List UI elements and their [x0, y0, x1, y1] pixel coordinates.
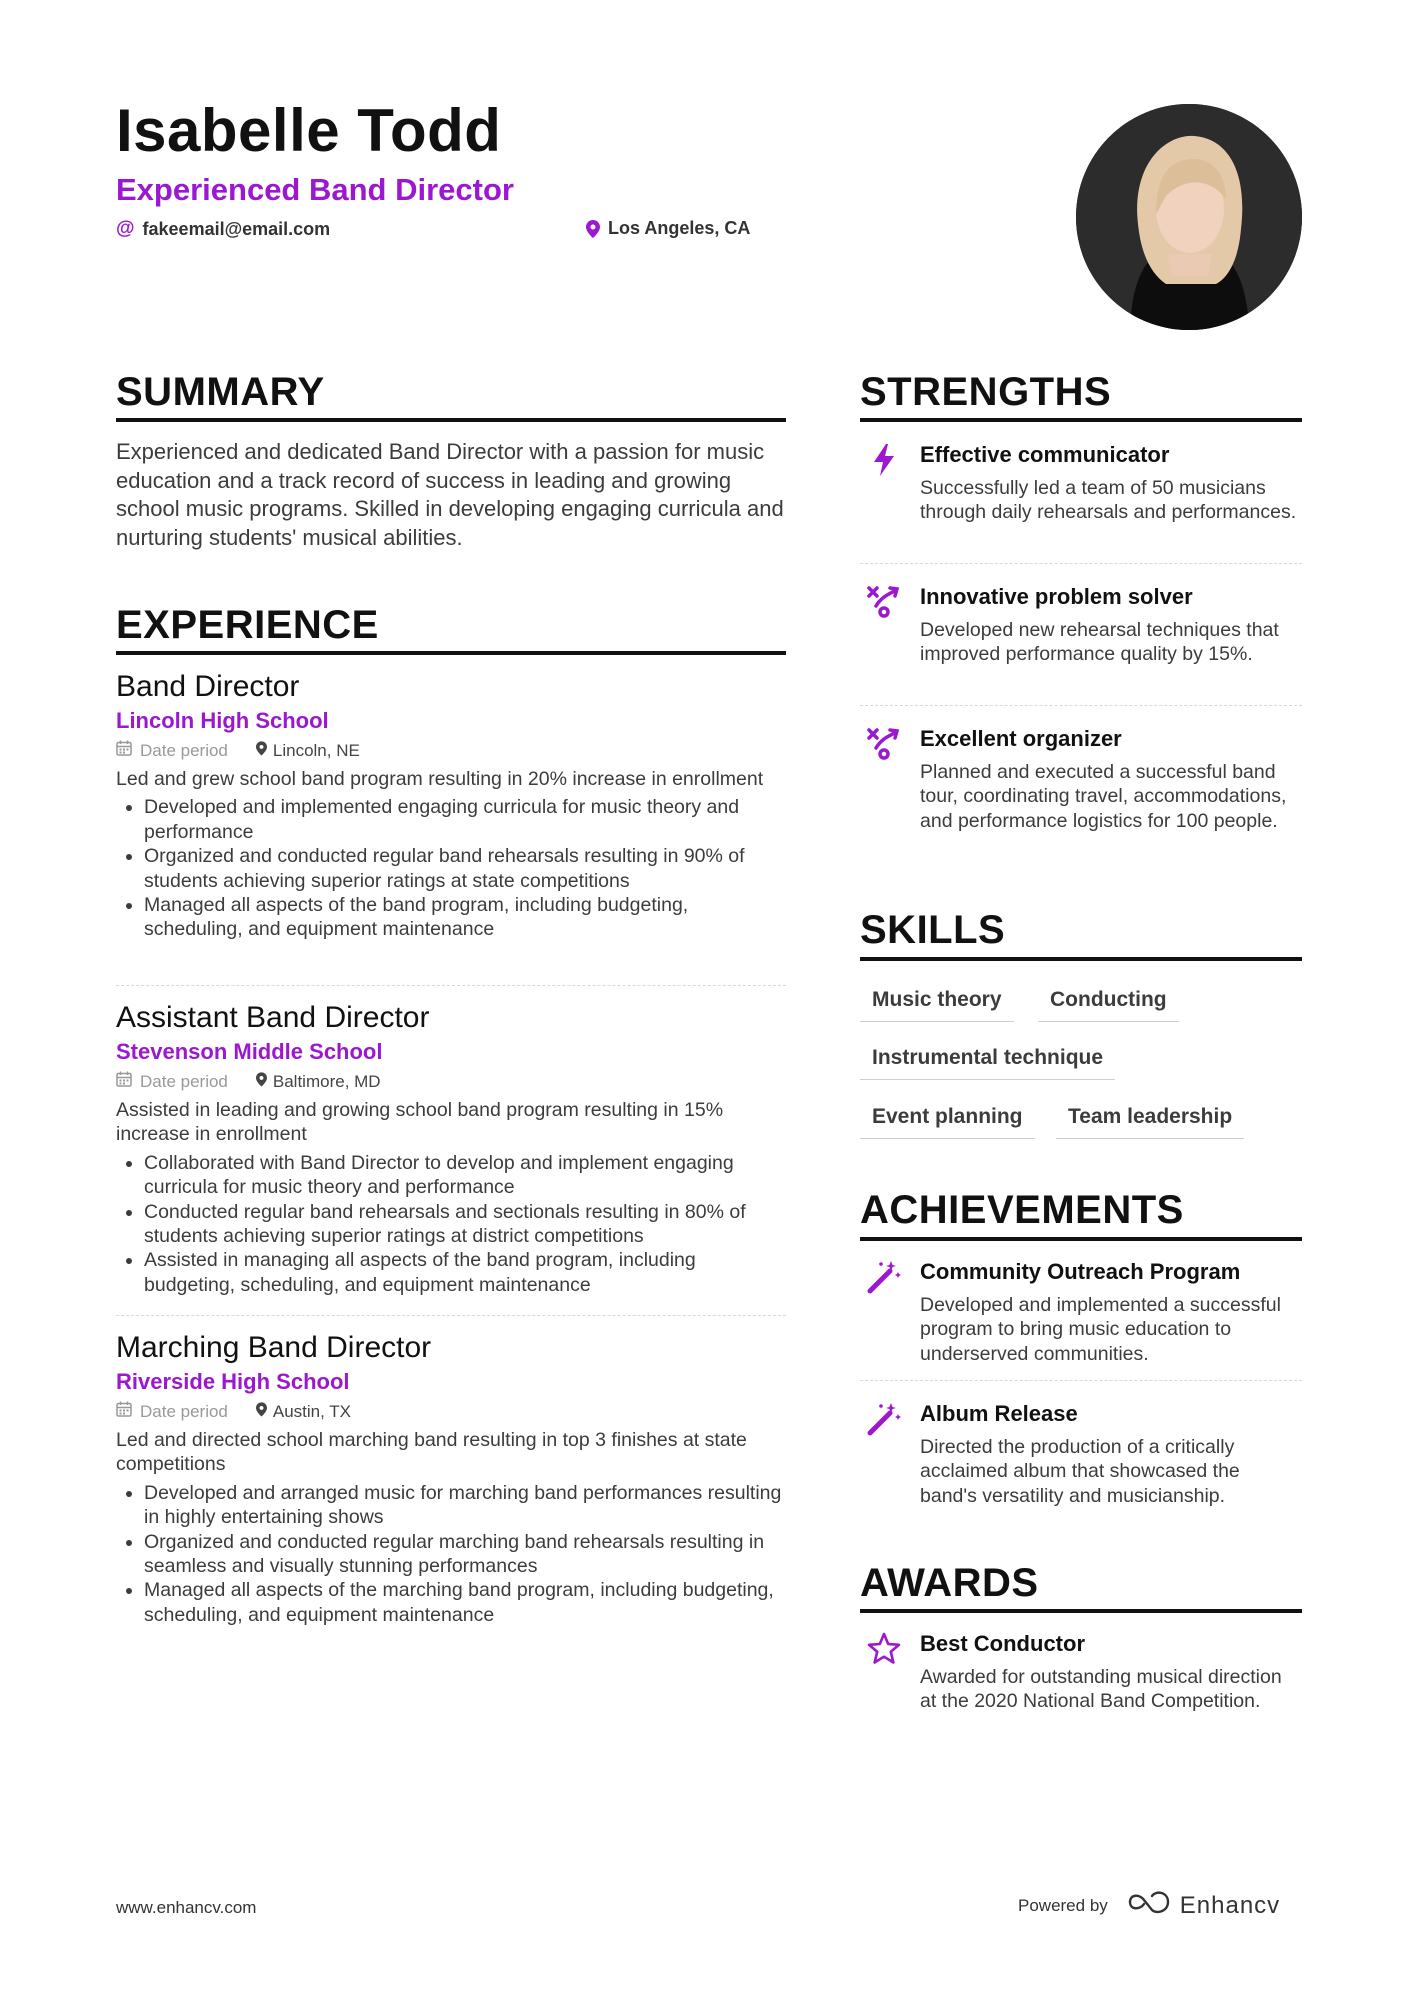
footer-powered-by: [1018, 1890, 1280, 1921]
job-title: Marching Band Director: [116, 1331, 432, 1364]
strength-item: [860, 726, 1302, 833]
candidate-title: Experienced Band Director: [116, 172, 514, 207]
experience-divider: [116, 985, 786, 986]
strengths-rule: [860, 418, 1302, 422]
job-bullet: • Assisted in managing all aspects of the band program, including budgeting, scheduling, and equipment maintenance: [144, 1248, 786, 1297]
job-location: Baltimore, MD: [272, 1071, 381, 1091]
job-location: Lincoln, NE: [272, 740, 360, 760]
achievements-divider: [860, 1380, 1302, 1381]
magic-wand-icon: [866, 1259, 902, 1295]
strengths-heading: STRENGTHS: [860, 370, 1112, 414]
calendar-icon: [116, 1071, 132, 1092]
footer-website-link[interactable]: www.enhancv.com: [116, 1898, 257, 1917]
job-bullet: • Conducted regular band rehearsals and sectionals resulting in 80% of students achieving superior ratings at district competitions: [144, 1200, 786, 1249]
magic-wand-icon: [866, 1401, 902, 1437]
job-bullet: • Managed all aspects of the marching band program, including budgeting, scheduling, and equipment maintenance: [144, 1578, 786, 1627]
map-pin-icon: [586, 220, 600, 238]
job-date: Date period: [140, 1401, 228, 1421]
award-title: Best Conductor: [920, 1631, 1085, 1656]
experience-entry: [116, 1001, 786, 1297]
experience-entry: [116, 670, 786, 942]
job-description: Led and directed school marching band resulting in top 3 finishes at state competitions: [116, 1429, 747, 1476]
award-item: [860, 1631, 1302, 1714]
achievements-heading: ACHIEVEMENTS: [860, 1188, 1184, 1232]
job-company: Stevenson Middle School: [116, 1039, 383, 1064]
job-meta: [116, 1401, 786, 1422]
job-bullet: • Managed all aspects of the band program, including budgeting, scheduling, and equipment maintenance: [144, 893, 786, 942]
job-company: Riverside High School: [116, 1369, 350, 1394]
summary-rule: [116, 418, 786, 422]
skill-tag: Music theory: [860, 988, 1014, 1022]
location-text: Los Angeles, CA: [608, 218, 751, 238]
brand-name: Enhancv: [1179, 1891, 1281, 1919]
job-bullets: [116, 1151, 786, 1297]
candidate-name: Isabelle Todd: [116, 97, 502, 164]
location-contact: [586, 218, 750, 239]
job-bullet: • Organized and conducted regular band rehearsals resulting in 90% of students achieving superior ratings at state competitions: [144, 844, 786, 893]
strengths-divider: [860, 563, 1302, 564]
achievement-title: Community Outreach Program: [920, 1259, 1241, 1284]
achievement-item: [860, 1259, 1302, 1366]
achievement-title: Album Release: [920, 1401, 1078, 1426]
job-bullet: • Developed and arranged music for marching band performances resulting in highly entertaining shows: [144, 1481, 786, 1530]
achievement-text: Developed and implemented a successful program to bring music education to underserved communities.: [920, 1294, 1281, 1365]
job-location: Austin, TX: [272, 1401, 352, 1421]
strength-item: [860, 584, 1302, 667]
strategy-path-icon: [866, 584, 902, 620]
strength-item: [860, 442, 1302, 525]
strength-text: Developed new rehearsal techniques that improved performance quality by 15%.: [920, 619, 1279, 666]
summary-text: Experienced and dedicated Band Director with a passion for music education and a track record of success in leading and growing school music programs. Skilled in developing engaging curricula and nurturing students' musical abilities.: [116, 439, 784, 550]
map-pin-icon: [256, 1402, 267, 1422]
map-pin-icon: [256, 1072, 267, 1092]
job-description: Assisted in leading and growing school band program resulting in 15% increase in enrollment: [116, 1099, 724, 1146]
experience-heading: EXPERIENCE: [116, 603, 379, 647]
awards-heading: AWARDS: [860, 1561, 1039, 1605]
strength-title: Excellent organizer: [920, 726, 1122, 751]
job-company: Lincoln High School: [116, 708, 329, 733]
powered-by-text: Powered by: [1018, 1895, 1108, 1915]
at-sign-icon: @: [116, 218, 135, 239]
job-date: Date period: [140, 740, 228, 760]
job-bullet: • Organized and conducted regular marching band rehearsals resulting in seamless and visually stunning performances: [144, 1530, 786, 1579]
summary-heading: SUMMARY: [116, 370, 325, 414]
strategy-path-icon: [866, 726, 902, 762]
experience-divider: [116, 1315, 786, 1316]
job-title: Assistant Band Director: [116, 1001, 430, 1034]
profile-photo: [1076, 104, 1302, 330]
skills-rule: [860, 957, 1302, 961]
job-meta: [116, 1071, 786, 1092]
calendar-icon: [116, 740, 132, 761]
calendar-icon: [116, 1401, 132, 1422]
infinity-logo-icon: [1126, 1890, 1172, 1921]
skill-tag: Event planning: [860, 1105, 1035, 1139]
achievement-text: Directed the production of a critically acclaimed album that showcased the band's versatility and musicianship.: [920, 1436, 1240, 1507]
award-text: Awarded for outstanding musical direction at the 2020 National Band Competition.: [920, 1666, 1282, 1713]
job-title: Band Director: [116, 670, 300, 703]
skills-heading: SKILLS: [860, 908, 1006, 952]
skill-tag: Team leadership: [1056, 1105, 1244, 1139]
strength-text: Successfully led a team of 50 musicians through daily rehearsals and performances.: [920, 477, 1297, 524]
skill-tag: Conducting: [1038, 988, 1179, 1022]
job-description: Led and grew school band program resulting in 20% increase in enrollment: [116, 768, 764, 790]
email-contact[interactable]: [116, 218, 330, 240]
job-meta: [116, 740, 786, 761]
strength-title: Effective communicator: [920, 442, 1170, 467]
map-pin-icon: [256, 741, 267, 761]
strengths-divider: [860, 705, 1302, 706]
achievements-rule: [860, 1237, 1302, 1241]
skill-tag: Instrumental technique: [860, 1046, 1115, 1080]
job-bullets: [116, 1481, 786, 1627]
experience-rule: [116, 651, 786, 655]
achievement-item: [860, 1401, 1302, 1508]
job-date: Date period: [140, 1071, 228, 1091]
email-text: fakeemail@email.com: [142, 218, 331, 239]
job-bullet: • Developed and implemented engaging curricula for music theory and performance: [144, 795, 786, 844]
lightning-bolt-icon: [866, 442, 902, 478]
job-bullets: [116, 795, 786, 941]
strength-text: Planned and executed a successful band tour, coordinating travel, accommodations, and performance logistics for 100 people.: [920, 761, 1287, 832]
experience-entry: [116, 1331, 786, 1627]
enhancv-logo[interactable]: [1126, 1890, 1280, 1921]
star-icon: [866, 1631, 902, 1667]
awards-rule: [860, 1609, 1302, 1613]
job-bullet: • Collaborated with Band Director to develop and implement engaging curricula for music theory and performance: [144, 1151, 786, 1200]
strength-title: Innovative problem solver: [920, 584, 1193, 609]
